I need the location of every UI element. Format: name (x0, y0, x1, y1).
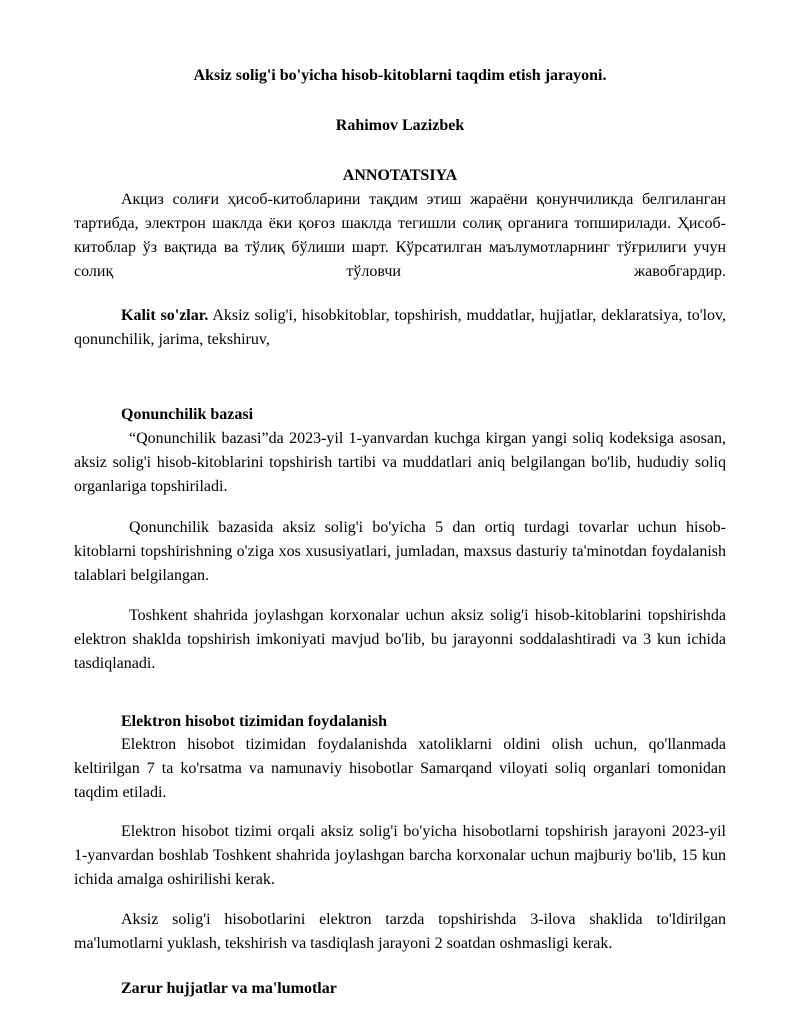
keywords-label: Kalit so'zlar. (121, 307, 209, 324)
keywords-paragraph (74, 304, 726, 352)
abstract-text: Акциз солиғи ҳисоб-китобларини тақдим этиш жараёни қонунчиликда белгиланган тартибда, электрон шаклда ёки қоғоз шаклда тегишли солиқ органига топширилади. Ҳисоб-китоблар ўз вақтида ва тўлиқ бўлиши шарт. Кўрсатилган маълумотларнинг тўғрилиги учун солиқ тўловчи жавобгардир. (74, 191, 726, 280)
section-1-paragraph-1: “Qonunchilik bazasi”da 2023-yil 1-yanvardan kuchga kirgan yangi soliq kodeksiga asosan, aksiz solig'i hisob-kitoblarini topshirish tartibi va muddatlari aniq belgilangan bo'lib, hududiy soliq organlariga topshiriladi. (74, 430, 726, 495)
author-name: Rahimov Lazizbek (335, 117, 465, 134)
section-2-paragraph-2: Elektron hisobot tizimi orqali aksiz solig'i bo'yicha hisobotlarni topshirish jarayoni 2023-yil 1-yanvardan boshlab Toshkent shahrida joylashgan barcha korxonalar uchun majburiy bo'lib, 15 kun ichida amalga oshirilishi kerak. (74, 823, 726, 888)
keywords-text: Aksiz solig'i, hisobkitoblar, topshirish, muddatlar, hujjatlar, deklaratsiya, to'lov, qonunchilik, jarima, tekshiruv, (74, 307, 727, 348)
abstract-heading: ANNOTATSIYA (342, 167, 458, 184)
section-2-paragraph-1: Elektron hisobot tizimidan foydalanishda xatoliklarni oldini olish uchun, qo'llanmada keltirilgan 7 ta ko'rsatma va namunaviy hisobotlar Samarqand viloyati soliq organlari tomonidan taqdim etiladi. (74, 736, 726, 801)
section-1-paragraph-3: Toshkent shahrida joylashgan korxonalar uchun aksiz solig'i hisob-kitoblarini topshirishda elektron shaklda topshirish imkoniyati mavjud bo'lib, bu jarayonni soddalashtiradi va 3 kun ichida tasdiqlanadi. (74, 607, 726, 672)
section-1-paragraph-2: Qonunchilik bazasida aksiz solig'i bo'yicha 5 dan ortiq turdagi tovarlar uchun hisob-kitoblarni topshirishning o'ziga xos xususiyatlari, jumladan, maxsus dasturiy ta'minotdan foydalanish talablari belgilangan. (74, 519, 726, 584)
section-heading-required-documents: Zarur hujjatlar va ma'lumotlar (121, 980, 337, 997)
section-2-paragraph-3: Aksiz solig'i hisobotlarini elektron tarzda topshirishda 3-ilova shaklida to'ldirilgan ma'lumotlarni yuklash, tekshirish va tasdiqlash jarayoni 2 soatdan oshmasligi kerak. (74, 911, 726, 952)
section-heading-electronic-reporting: Elektron hisobot tizimidan foydalanish (121, 713, 387, 730)
section-heading-legal-basis: Qonunchilik bazasi (121, 406, 254, 423)
document-title: Aksiz solig'i bo'yicha hisob-kitoblarni taqdim etish jarayoni. (193, 67, 607, 84)
